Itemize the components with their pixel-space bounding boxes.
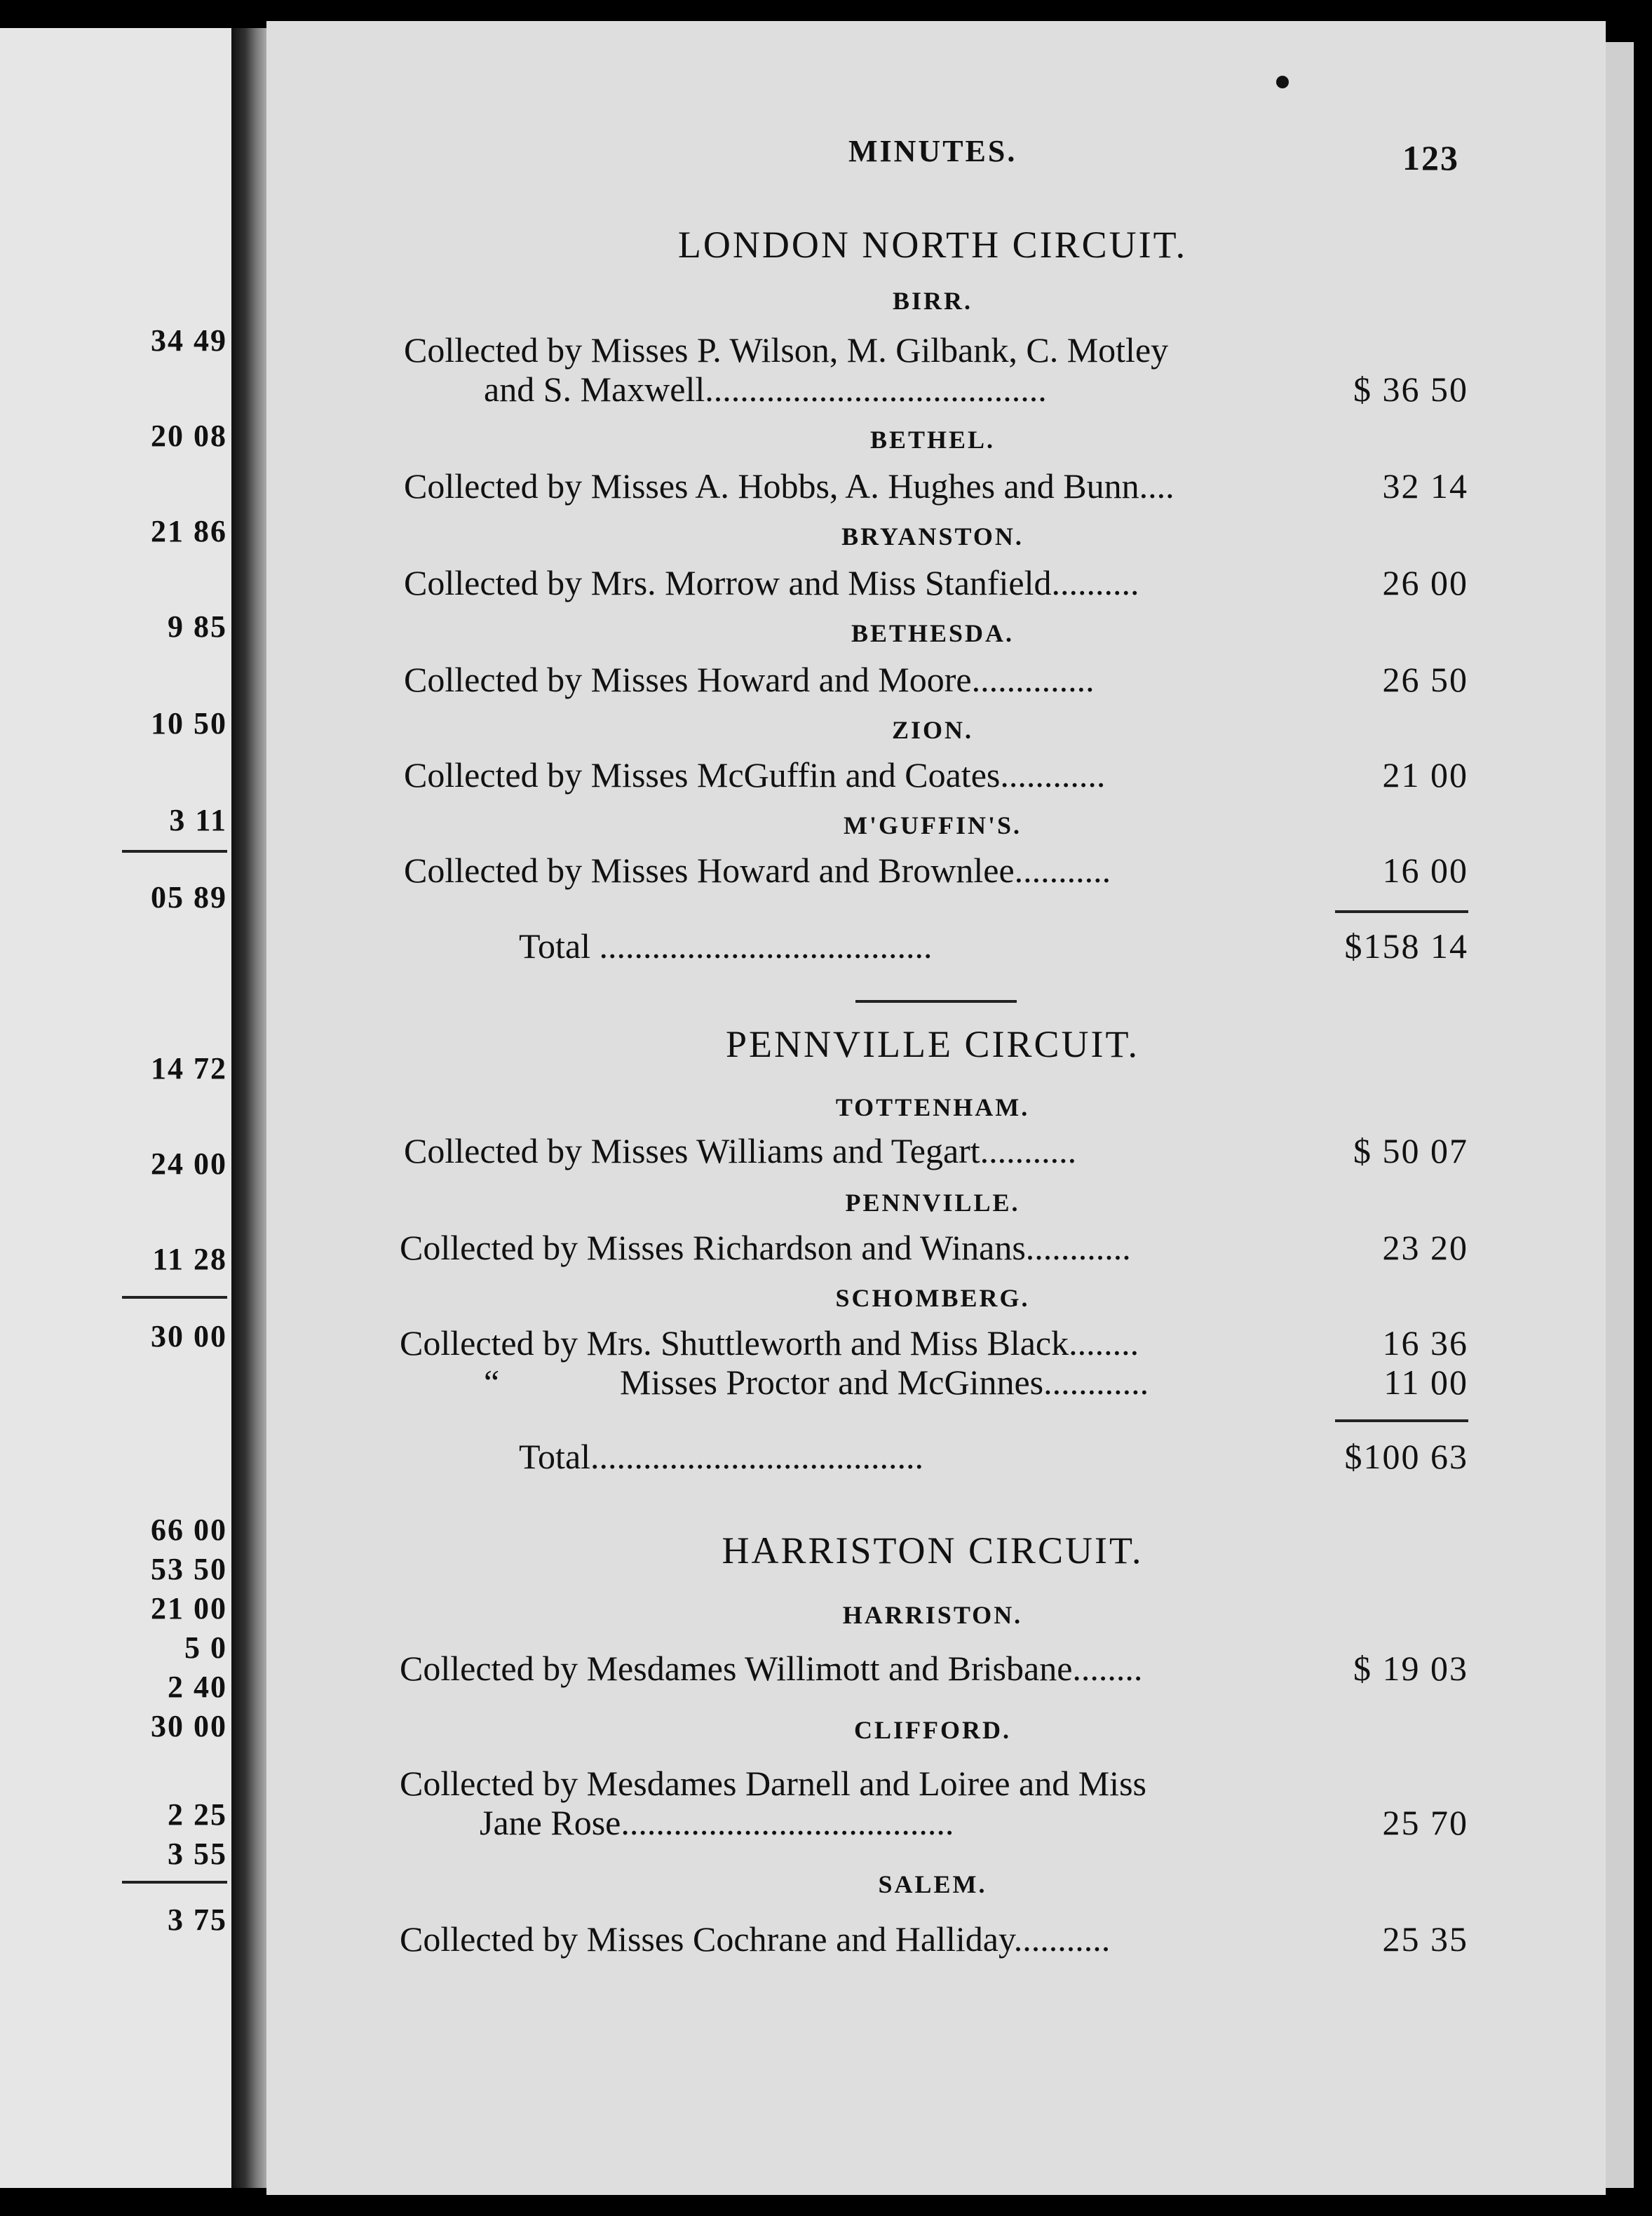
left-rule <box>122 850 227 853</box>
place-heading: PENNVILLE. <box>845 1189 1020 1217</box>
entry-line: Collected by Misses McGuffin and Coates............ <box>404 755 1106 795</box>
left-amount: 21 00 <box>151 1591 227 1626</box>
sum-rule <box>1335 910 1468 913</box>
entry-line: Collected by Mesdames Darnell and Loiree and Miss <box>400 1764 1146 1803</box>
page-number: 123 <box>1402 138 1459 177</box>
place-heading: SCHOMBERG. <box>835 1284 1030 1312</box>
place-heading: TOTTENHAM. <box>835 1093 1030 1121</box>
amount: 25 70 <box>1382 1803 1468 1842</box>
left-amount: 2 25 <box>168 1797 227 1832</box>
place-heading: ZION. <box>891 716 974 744</box>
left-amount: 10 50 <box>151 706 227 741</box>
entry-line: Collected by Mrs. Shuttleworth and Miss Black........ <box>400 1323 1139 1363</box>
sum-rule <box>1335 1419 1468 1422</box>
amount: $ 36 50 <box>1353 370 1468 409</box>
place-heading: HARRISTON. <box>842 1601 1023 1629</box>
entry-line: Jane Rose...................................... <box>480 1803 954 1842</box>
circuit-title: HARRISTON CIRCUIT. <box>722 1529 1144 1572</box>
place-heading: BETHEL. <box>869 426 996 454</box>
left-rule <box>122 1296 227 1299</box>
place-heading: CLIFFORD. <box>854 1716 1011 1744</box>
place-heading: BETHESDA. <box>851 619 1015 647</box>
left-amount: 53 50 <box>151 1552 227 1586</box>
entry-line: Collected by Misses P. Wilson, M. Gilbank, C. Motley <box>404 330 1169 370</box>
left-amount: 24 00 <box>151 1147 227 1181</box>
amount: $ 50 07 <box>1353 1131 1468 1170</box>
left-amount: 5 0 <box>184 1630 227 1665</box>
entry-line: Collected by Mesdames Willimott and Brisbane........ <box>400 1649 1143 1688</box>
left-amount: 30 00 <box>151 1709 227 1743</box>
left-amount: 2 40 <box>168 1670 227 1704</box>
left-amount: 30 00 <box>151 1319 227 1353</box>
total-label: Total...................................... <box>519 1437 924 1476</box>
entry-line: Collected by Misses Richardson and Winans............ <box>400 1228 1131 1267</box>
entry-line: Misses Proctor and McGinnes............ <box>620 1363 1149 1402</box>
left-page-fragment <box>0 28 231 2188</box>
left-amount: 9 85 <box>168 609 227 644</box>
amount: 25 35 <box>1382 1919 1468 1959</box>
ditto-mark: “ <box>484 1363 500 1402</box>
page-edge <box>1606 42 1634 2188</box>
amount: 26 50 <box>1382 660 1468 699</box>
left-amount: 05 89 <box>151 880 227 914</box>
left-amount: 20 08 <box>151 419 227 453</box>
left-amount: 34 49 <box>151 323 227 358</box>
left-amount: 66 00 <box>151 1513 227 1547</box>
amount: $ 19 03 <box>1353 1649 1468 1688</box>
book-gutter <box>231 28 266 2188</box>
left-amount: 21 86 <box>151 514 227 548</box>
entry-line: Collected by Misses Cochrane and Halliday........... <box>400 1919 1111 1959</box>
amount: 16 36 <box>1382 1323 1468 1363</box>
entry-line: Collected by Mrs. Morrow and Miss Stanfield.......... <box>404 563 1139 602</box>
amount: 21 00 <box>1382 755 1468 795</box>
amount: 16 00 <box>1382 851 1468 890</box>
left-amount: 11 28 <box>152 1242 227 1276</box>
amount: 11 00 <box>1383 1363 1468 1402</box>
left-amount: 3 11 <box>169 803 227 837</box>
entry-line: Collected by Misses Howard and Brownlee........... <box>404 851 1111 890</box>
entry-line: Collected by Misses A. Hobbs, A. Hughes and Bunn.... <box>404 466 1174 506</box>
ink-spot <box>1276 76 1289 88</box>
circuit-title: PENNVILLE CIRCUIT. <box>726 1023 1139 1065</box>
amount: 26 00 <box>1382 563 1468 602</box>
left-amount: 3 55 <box>168 1837 227 1871</box>
entry-line: Collected by Misses Howard and Moore.............. <box>404 660 1095 699</box>
place-heading: BRYANSTON. <box>841 522 1024 550</box>
entry-line: Collected by Misses Williams and Tegart........... <box>404 1131 1077 1170</box>
left-rule <box>122 1881 227 1884</box>
total-amount: $100 63 <box>1344 1437 1468 1476</box>
total-label: Total ...................................... <box>519 926 933 966</box>
place-heading: M'GUFFIN'S. <box>844 811 1022 839</box>
left-amount: 14 72 <box>151 1051 227 1086</box>
left-amount: 3 75 <box>168 1903 227 1937</box>
running-header: MINUTES. <box>848 134 1017 168</box>
total-amount: $158 14 <box>1344 926 1468 966</box>
amount: 23 20 <box>1382 1228 1468 1267</box>
entry-line: and S. Maxwell....................................... <box>484 370 1047 409</box>
amount: 32 14 <box>1382 466 1468 506</box>
place-heading: BIRR. <box>892 287 973 315</box>
place-heading: SALEM. <box>878 1870 987 1898</box>
circuit-title: LONDON NORTH CIRCUIT. <box>677 224 1188 266</box>
section-divider <box>855 1000 1017 1003</box>
